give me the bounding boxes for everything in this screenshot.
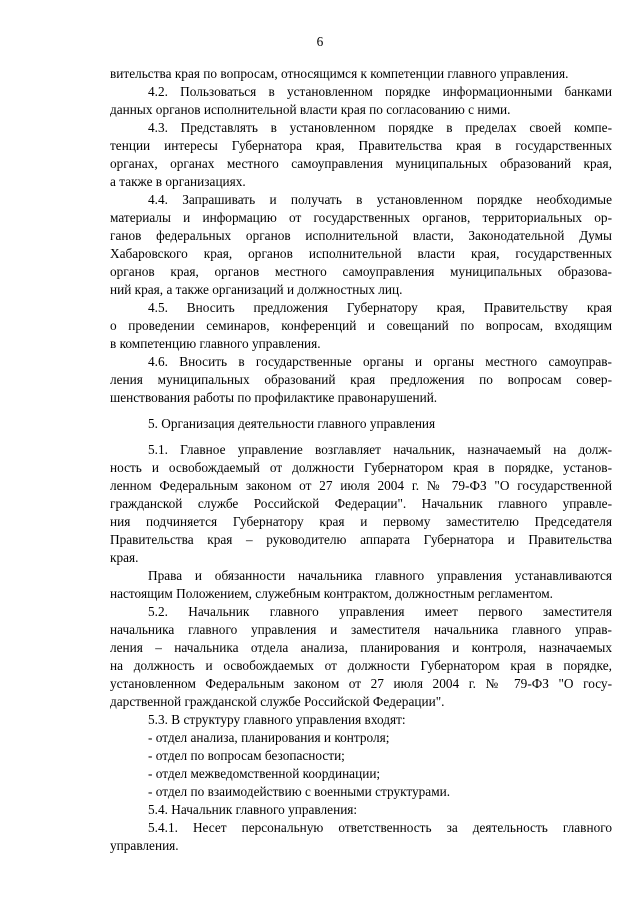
text-line: ленном Федеральным законом от 27 июля 2004 г. № 79-ФЗ "О государственной (110, 478, 612, 493)
text-line: 4.4. Запрашивать и получать в установленном порядке необходимые (148, 192, 612, 207)
page-number: 6 (316, 34, 324, 49)
text-line: 4.5. Вносить предложения Губернатору края, Правительству края (148, 300, 612, 315)
text-line: органов края, органов местного самоуправления муниципальных образова- (110, 264, 612, 279)
text-line: начальника главного управления и заместителя начальника главного управ- (110, 622, 612, 637)
text-line: в компетенцию главного управления. (110, 336, 321, 351)
text-line: 5.1. Главное управление возглавляет начальник, назначаемый на долж- (148, 442, 612, 457)
text-line: тенции интересы Губернатора края, Правительства края в государственных (110, 138, 612, 153)
text-line: 5.3. В структуру главного управления входят: (148, 712, 406, 727)
text-line: - отдел по вопросам безопасности; (148, 748, 345, 763)
text-line: Правительства края – руководителю аппарата Губернатора и Правительства (110, 532, 612, 547)
text-line: 5.2. Начальник главного управления имеет первого заместителя (148, 604, 612, 619)
text-line: 5. Организация деятельности главного управления (148, 416, 436, 431)
text-line: 4.3. Представлять в установленном порядке в пределах своей компе- (148, 120, 612, 135)
text-line: ганов федеральных органов исполнительной власти, Законодательной Думы (110, 228, 612, 243)
text-line: края. (110, 550, 139, 565)
text-line: вительства края по вопросам, относящимся к компетенции главного управления. (110, 66, 569, 81)
paragraph-gap (110, 433, 612, 441)
text-line: 5.4. Начальник главного управления: (148, 802, 358, 817)
paragraph-gap (110, 407, 612, 415)
text-line: а также в организациях. (110, 174, 246, 189)
text-line: 4.6. Вносить в государственные органы и органы местного самоуправ- (148, 354, 612, 369)
text-line: - отдел анализа, планирования и контроля; (148, 730, 390, 745)
document-body (110, 65, 612, 855)
text-line: органах, органах местного самоуправления муниципальных образований края, (110, 156, 612, 171)
text-line: данных органов исполнительной власти края по согласованию с ними. (110, 102, 511, 117)
text-line: - отдел межведомственной координации; (148, 766, 381, 781)
text-line: установленном Федеральным законом от 27 июля 2004 г. № 79-ФЗ "О госу- (110, 676, 612, 691)
text-line: на должность и освобождаемых от должности Губернатором края в порядке, (110, 658, 612, 673)
text-line: шенствования работы по профилактике правонарушений. (110, 390, 438, 405)
text-line: материалы и информацию от государственных органов, территориальных ор- (110, 210, 612, 225)
text-line: гражданской службе Российской Федерации". Начальник главного управле- (110, 496, 612, 511)
text-line: управления. (110, 838, 179, 853)
text-line: о проведении семинаров, конференций и совещаний по вопросам, входящим (110, 318, 612, 333)
text-line: ления муниципальных образований края предложения по вопросам совер- (110, 372, 612, 387)
text-line: дарственной гражданской службе Российской Федерации". (110, 694, 445, 709)
text-line: Права и обязанности начальника главного управления устанавливаются (148, 568, 612, 583)
text-line: 5.4.1. Несет персональную ответственность за деятельность главного (148, 820, 612, 835)
text-line: Хабаровского края, органов исполнительной власти края, государственных (110, 246, 612, 261)
text-line: ний края, а также организаций и должностных лиц. (110, 282, 403, 297)
text-line: 4.2. Пользоваться в установленном порядке информационными банками (148, 84, 612, 99)
text-line: ность и освобождаемый от должности Губернатором края в порядке, установ- (110, 460, 612, 475)
text-line: ния подчиняется Губернатору края и первому заместителю Председателя (110, 514, 612, 529)
text-line: - отдел по взаимодействию с военными структурами. (148, 784, 451, 799)
text-line: настоящим Положением, служебным контрактом, должностным регламентом. (110, 586, 553, 601)
text-line: ления – начальника отдела анализа, планирования и контроля, назначаемых (110, 640, 612, 655)
